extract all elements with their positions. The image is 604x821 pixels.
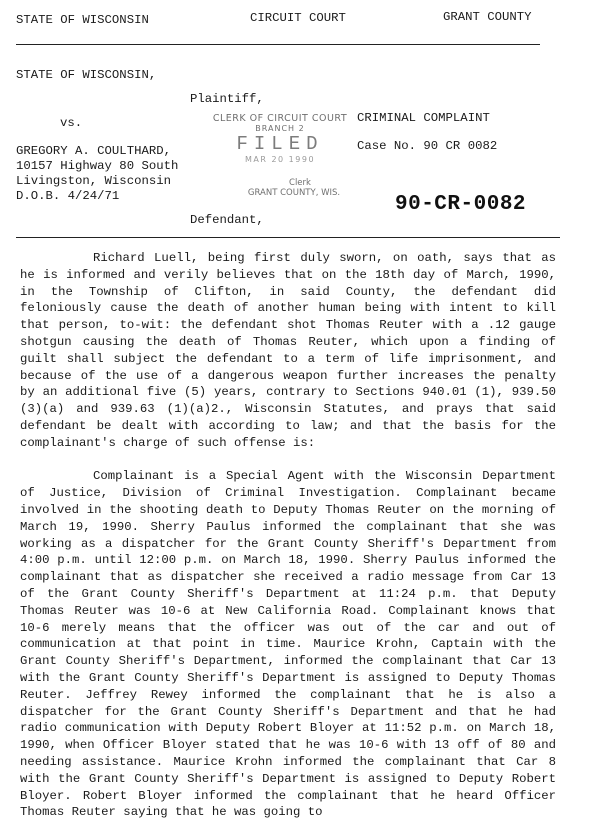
filed-stamp-filed: FILED	[236, 133, 324, 155]
caption-divider	[16, 44, 540, 45]
defendant-name: GREGORY A. COULTHARD,	[16, 144, 171, 158]
caption-state: STATE OF WISCONSIN	[16, 13, 149, 27]
filed-stamp-clerk: CLERK OF CIRCUIT COURT	[212, 113, 348, 124]
versus-label: vs.	[60, 116, 83, 130]
charging-paragraph: Richard Luell, being first duly sworn, on oath, says that as he is informed and verily believes that on the 18th day of March, 1990, in the Township of Clifton, in said County, the defendant did feloniously cause the death of another human being with intent to kill that person, to-wit: the defendant shot Thomas Reuter with a .12 gauge shotgun causing the death of Thomas Reuter, which upon a finding of guilt shall subject the defendant to a term of life imprisonment, and because of the use of a dangerous weapon further increases the penalty by an additional five (5) years, contrary to Sections 940.01 (1), 939.50 (3)(a) and 939.63 (1)(a)2., Wisconsin Statutes, and prays that said defendant be dealt with according to law; and that the basis for the complainant's charge of such offense is:	[20, 251, 556, 450]
filed-stamp	[205, 113, 355, 198]
stamped-case-number: 90-CR-0082	[395, 193, 527, 216]
caption-court: CIRCUIT COURT	[250, 11, 346, 25]
parties-divider	[16, 237, 560, 238]
document-title: CRIMINAL COMPLAINT	[357, 111, 490, 125]
plaintiff-name: STATE OF WISCONSIN,	[16, 68, 157, 82]
defendant-address-line2: Livingston, Wisconsin	[16, 174, 171, 188]
defendant-dob: D.O.B. 4/24/71	[16, 189, 120, 203]
filed-stamp-county: GRANT COUNTY, WIS.	[247, 188, 341, 198]
filed-stamp-date: MAR 20 1990	[244, 155, 316, 164]
filed-stamp-clerk-signature: Clerk	[289, 178, 311, 188]
probable-cause-paragraph: Complainant is a Special Agent with the Wisconsin Department of Justice, Division of Criminal Investigation. Complainant became involved in the shooting death to Deputy Thomas Reuter on the morning of March 19, 1990. Sherry Paulus informed the complainant that she was working as a dispatcher for the Grant County Sheriff's Department from 4:00 p.m. until 12:00 p.m. on March 18, 1990. Sherry Paulus informed the complainant that as dispatcher she received a radio message from Car 13 of the Grant County Sheriff's Department at 11:24 p.m. that Deputy Thomas Reuter was 10-6 at New California Road. Complainant knows that 10-6 merely means that the officer was out of the car and out of communication at that point in time. Maurice Krohn, Captain with the Grant County Sheriff's Department, informed the complainant that Car 13 with the Grant County Sheriff's Department is assigned to Deputy Thomas Reuter. Jeffrey Rewey informed the complainant that he is also a dispatcher for the Grant County Sheriff's Department and that he had radio communication with Deputy Robert Bloyer at 11:52 p.m. on March 18, 1990, when Officer Bloyer stated that he was 10-6 with 13 off of 80 and needing assistance. Maurice Krohn informed the complainant that Car 8 with the Grant County Sheriff's Department is assigned to Deputy Robert Bloyer. Robert Bloyer informed the complainant that he heard Officer Thomas Reuter saying that he was going to	[20, 469, 556, 820]
plaintiff-label: Plaintiff,	[190, 92, 264, 106]
defendant-address-line1: 10157 Highway 80 South	[16, 159, 179, 173]
complaint-body	[20, 250, 556, 821]
filed-stamp-branch: BRANCH 2	[255, 124, 305, 133]
defendant-label: Defendant,	[190, 213, 264, 227]
caption-county: GRANT COUNTY	[443, 10, 532, 24]
case-number: Case No. 90 CR 0082	[357, 139, 498, 153]
